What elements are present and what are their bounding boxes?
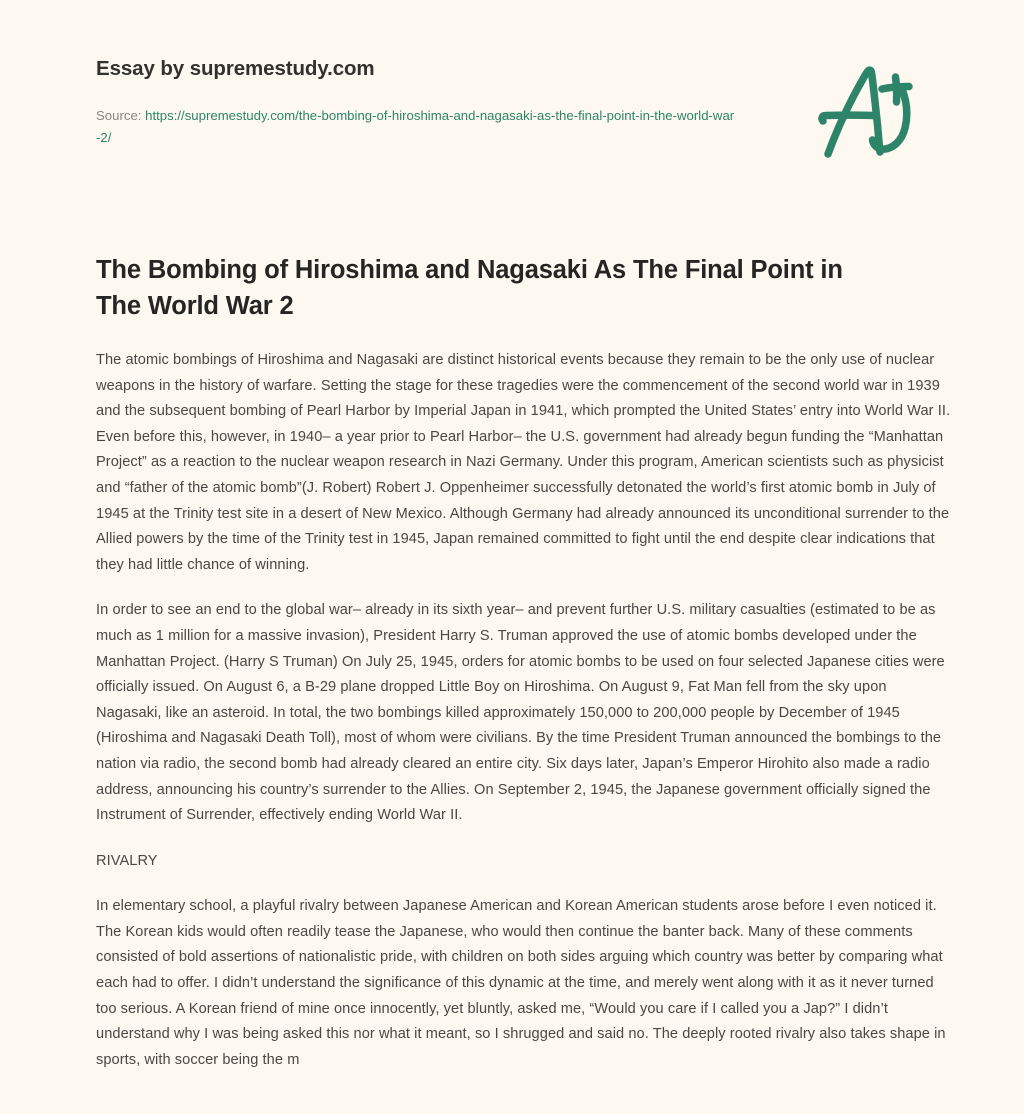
- paragraph: In order to see an end to the global war– already in its sixth year– and prevent further U.S. military casualties (estimated to be as much as 1 million for a massive invasion), President Harry S. Truman approved the use of atomic bombs developed under the Manhattan Project. (Harry S Truman) On July 25, 1945, orders for atomic bombs to be used on four selected Japanese cities were officially issued. On August 6, a B-29 plane dropped Little Boy on Hiroshima. On August 9, Fat Man fell from the sky upon Nagasaki, like an asteroid. In total, the two bombings killed approximately 150,000 to 200,000 people by December of 1945 (Hiroshima and Nagasaki Death Toll), most of whom were civilians. By the time President Truman announced the bombings to the nation via radio, the second bomb had already cleared an entire city. Six days later, Japan’s Emperor Hirohito also made a radio address, announcing his country’s surrender to the Allies. On September 2, 1945, the Japanese government officially signed the Instrument of Surrender, effectively ending World War II.: [96, 602, 945, 824]
- essay-attribution: Essay by supremestudy.com: [96, 57, 375, 80]
- source-line: [96, 105, 736, 149]
- source-url-link[interactable]: https://supremestudy.com/the-bombing-of-hiroshima-and-nagasaki-as-the-final-point-in-the-world-war-2/: [96, 107, 735, 145]
- paragraph: In elementary school, a playful rivalry between Japanese American and Korean American students arose before I even noticed it. The Korean kids would often readily tease the Japanese, who would then continue the banter back. Many of these comments consisted of bold assertions of nationalistic pride, with children on both sides arguing which country was better by comparing what each had to offer. I didn’t understand the significance of this dynamic at the time, and merely went along with it as it never turned too serious. A Korean friend of mine once innocently, yet bluntly, asked me, “Would you care if I called you a Jap?” I didn’t understand why I was being asked this nor what it meant, so I shrugged and said no. The deeply rooted rivalry also takes shape in sports, with soccer being the m: [96, 898, 946, 1068]
- header-text-block: [96, 56, 756, 149]
- page-title: The Bombing of Hiroshima and Nagasaki As The Final Point in The World War 2: [96, 256, 843, 320]
- a-plus-logo-icon: [806, 58, 926, 162]
- section-heading-rivalry: RIVALRY: [96, 852, 158, 869]
- article: [96, 252, 956, 1073]
- paragraph: The atomic bombings of Hiroshima and Nagasaki are distinct historical events because they remain to be the only use of nuclear weapons in the history of warfare. Setting the stage for these tragedies were the commencement of the second world war in 1939 and the subsequent bombing of Pearl Harbor by Imperial Japan in 1941, which prompted the United States’ entry into World War II. Even before this, however, in 1940– a year prior to Pearl Harbor– the U.S. government had already begun funding the “Manhattan Project” as a reaction to the nuclear weapon research in Nazi Germany. Under this program, American scientists such as physicist and “father of the atomic bomb”(J. Robert) Robert J. Oppenheimer successfully detonated the world’s first atomic bomb in July of 1945 at the Trinity test site in a desert of New Mexico. Although Germany had already announced its unconditional surrender to the Allied powers by the time of the Trinity test in 1945, Japan remained committed to fight until the end despite clear indications that they had little chance of winning.: [96, 352, 951, 573]
- source-label: Source:: [96, 107, 146, 123]
- article-body: [96, 348, 956, 1073]
